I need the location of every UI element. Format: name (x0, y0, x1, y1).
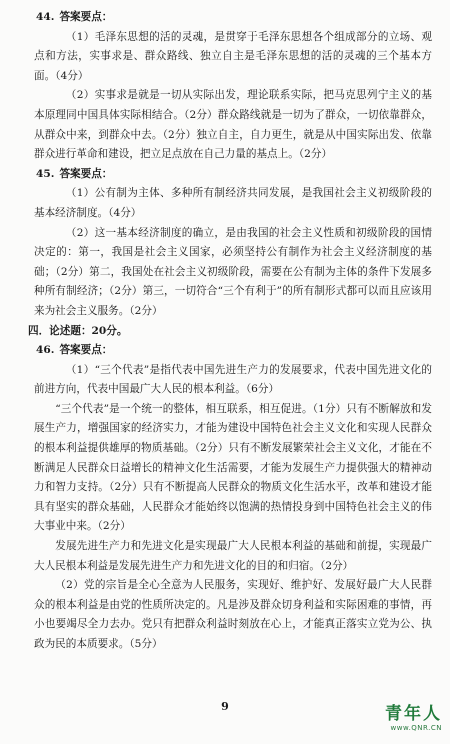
question-46-point-1: （1）“三个代表”是指代表中国先进生产力的发展要求，代表中国先进文化的前进方向，代表中国最广大人民的根本利益。（6分） (34, 363, 432, 396)
question-45-point-2: （2）这一基本经济制度的确立，是由我国的社会主义性质和初级阶段的国情决定的：第一，我国是社会主义国家，必须坚持公有制作为社会主义经济制度的基础；（2分）第二，我国处在社会主义初级阶段，需要在公有制为主体的条件下发展多种所有制经济；（2分）第三，一切符合“三个有利于”的所有制形式都可以而且应该用来为社会主义服务。（2分） (34, 226, 432, 317)
section-title: 四．论述题：20分。 (28, 324, 128, 337)
question-46-number: 46. (36, 344, 55, 357)
page-number: 9 (221, 700, 229, 713)
question-45-point-1: （1）公有制为主体、多种所有制经济共同发展，是我国社会主义初级阶段的基本经济制度。（4分） (34, 187, 432, 219)
question-46-point-1-summary: 发展先进生产力和先进文化是实现最广大人民根本利益的基础和前提，实现最广大人民根本利益是发展先进生产力和先进文化的目的和归宿。（2分） (34, 540, 432, 572)
watermark-text: 青年人 (385, 704, 442, 724)
question-44-number: 44. (36, 11, 55, 23)
question-45-heading: 答案要点： (59, 167, 113, 180)
watermark-logo (364, 704, 442, 738)
answer-content (30, 8, 432, 655)
question-44-heading: 答案要点： (59, 11, 113, 23)
question-44-header (36, 8, 432, 28)
question-46-point-2: （2）党的宗旨是全心全意为人民服务，实现好、维护好、发展好最广大人民群众的根本利益是由党的性质所决定的。凡是涉及群众切身利益和实际困难的事情，再小也要竭尽全力去办。党只有把群众利益时刻放在心上，才能真正落实立党为公、执政为民的本质要求。（5分） (34, 579, 432, 650)
question-44-point-1: （1）毛泽东思想的活的灵魂，是贯穿于毛泽东思想各个组成部分的立场、观点和方法，实事求是、群众路线、独立自主是毛泽东思想的活的灵魂的三个基本方面。（4分） (34, 30, 432, 82)
question-46-header (36, 341, 432, 361)
watermark-url: www.QNR.CN (390, 724, 442, 732)
question-46-heading: 答案要点： (59, 344, 113, 357)
question-46-point-1-detail: “三个代表”是一个统一的整体，相互联系，相互促进。（1分）只有不断解放和发展生产力，增强国家的经济实力，才能为建设中国特色社会主义文化和实现人民群众的根本利益提供雄厚的物质基础。（2分）只有不断发展繁荣社会主义文化，才能在不断满足人民群众日益增长的精神文化生活需要，才能为发展生产力提供强大的精神动力和智力支持。（2分）只有不断提高人民群众的物质文化生活水平，改革和建设才能具有坚实的群众基础，人民群众才能始终以饱满的热情投身到中国特色社会主义的伟大事业中来。（2分） (34, 402, 432, 533)
question-44-point-2: （2）实事求是就是一切从实际出发，理论联系实际，把马克思列宁主义的基本原理同中国具体实际相结合。（2分）群众路线就是一切为了群众，一切依靠群众，从群众中来，到群众中去。（2分）独立自主，自力更生，就是从中国实际出发、依靠群众进行革命和建设，把立足点放在自己力量的基点上。（2分） (34, 89, 432, 161)
question-45-number: 45. (36, 167, 55, 180)
question-45-header (36, 165, 432, 185)
